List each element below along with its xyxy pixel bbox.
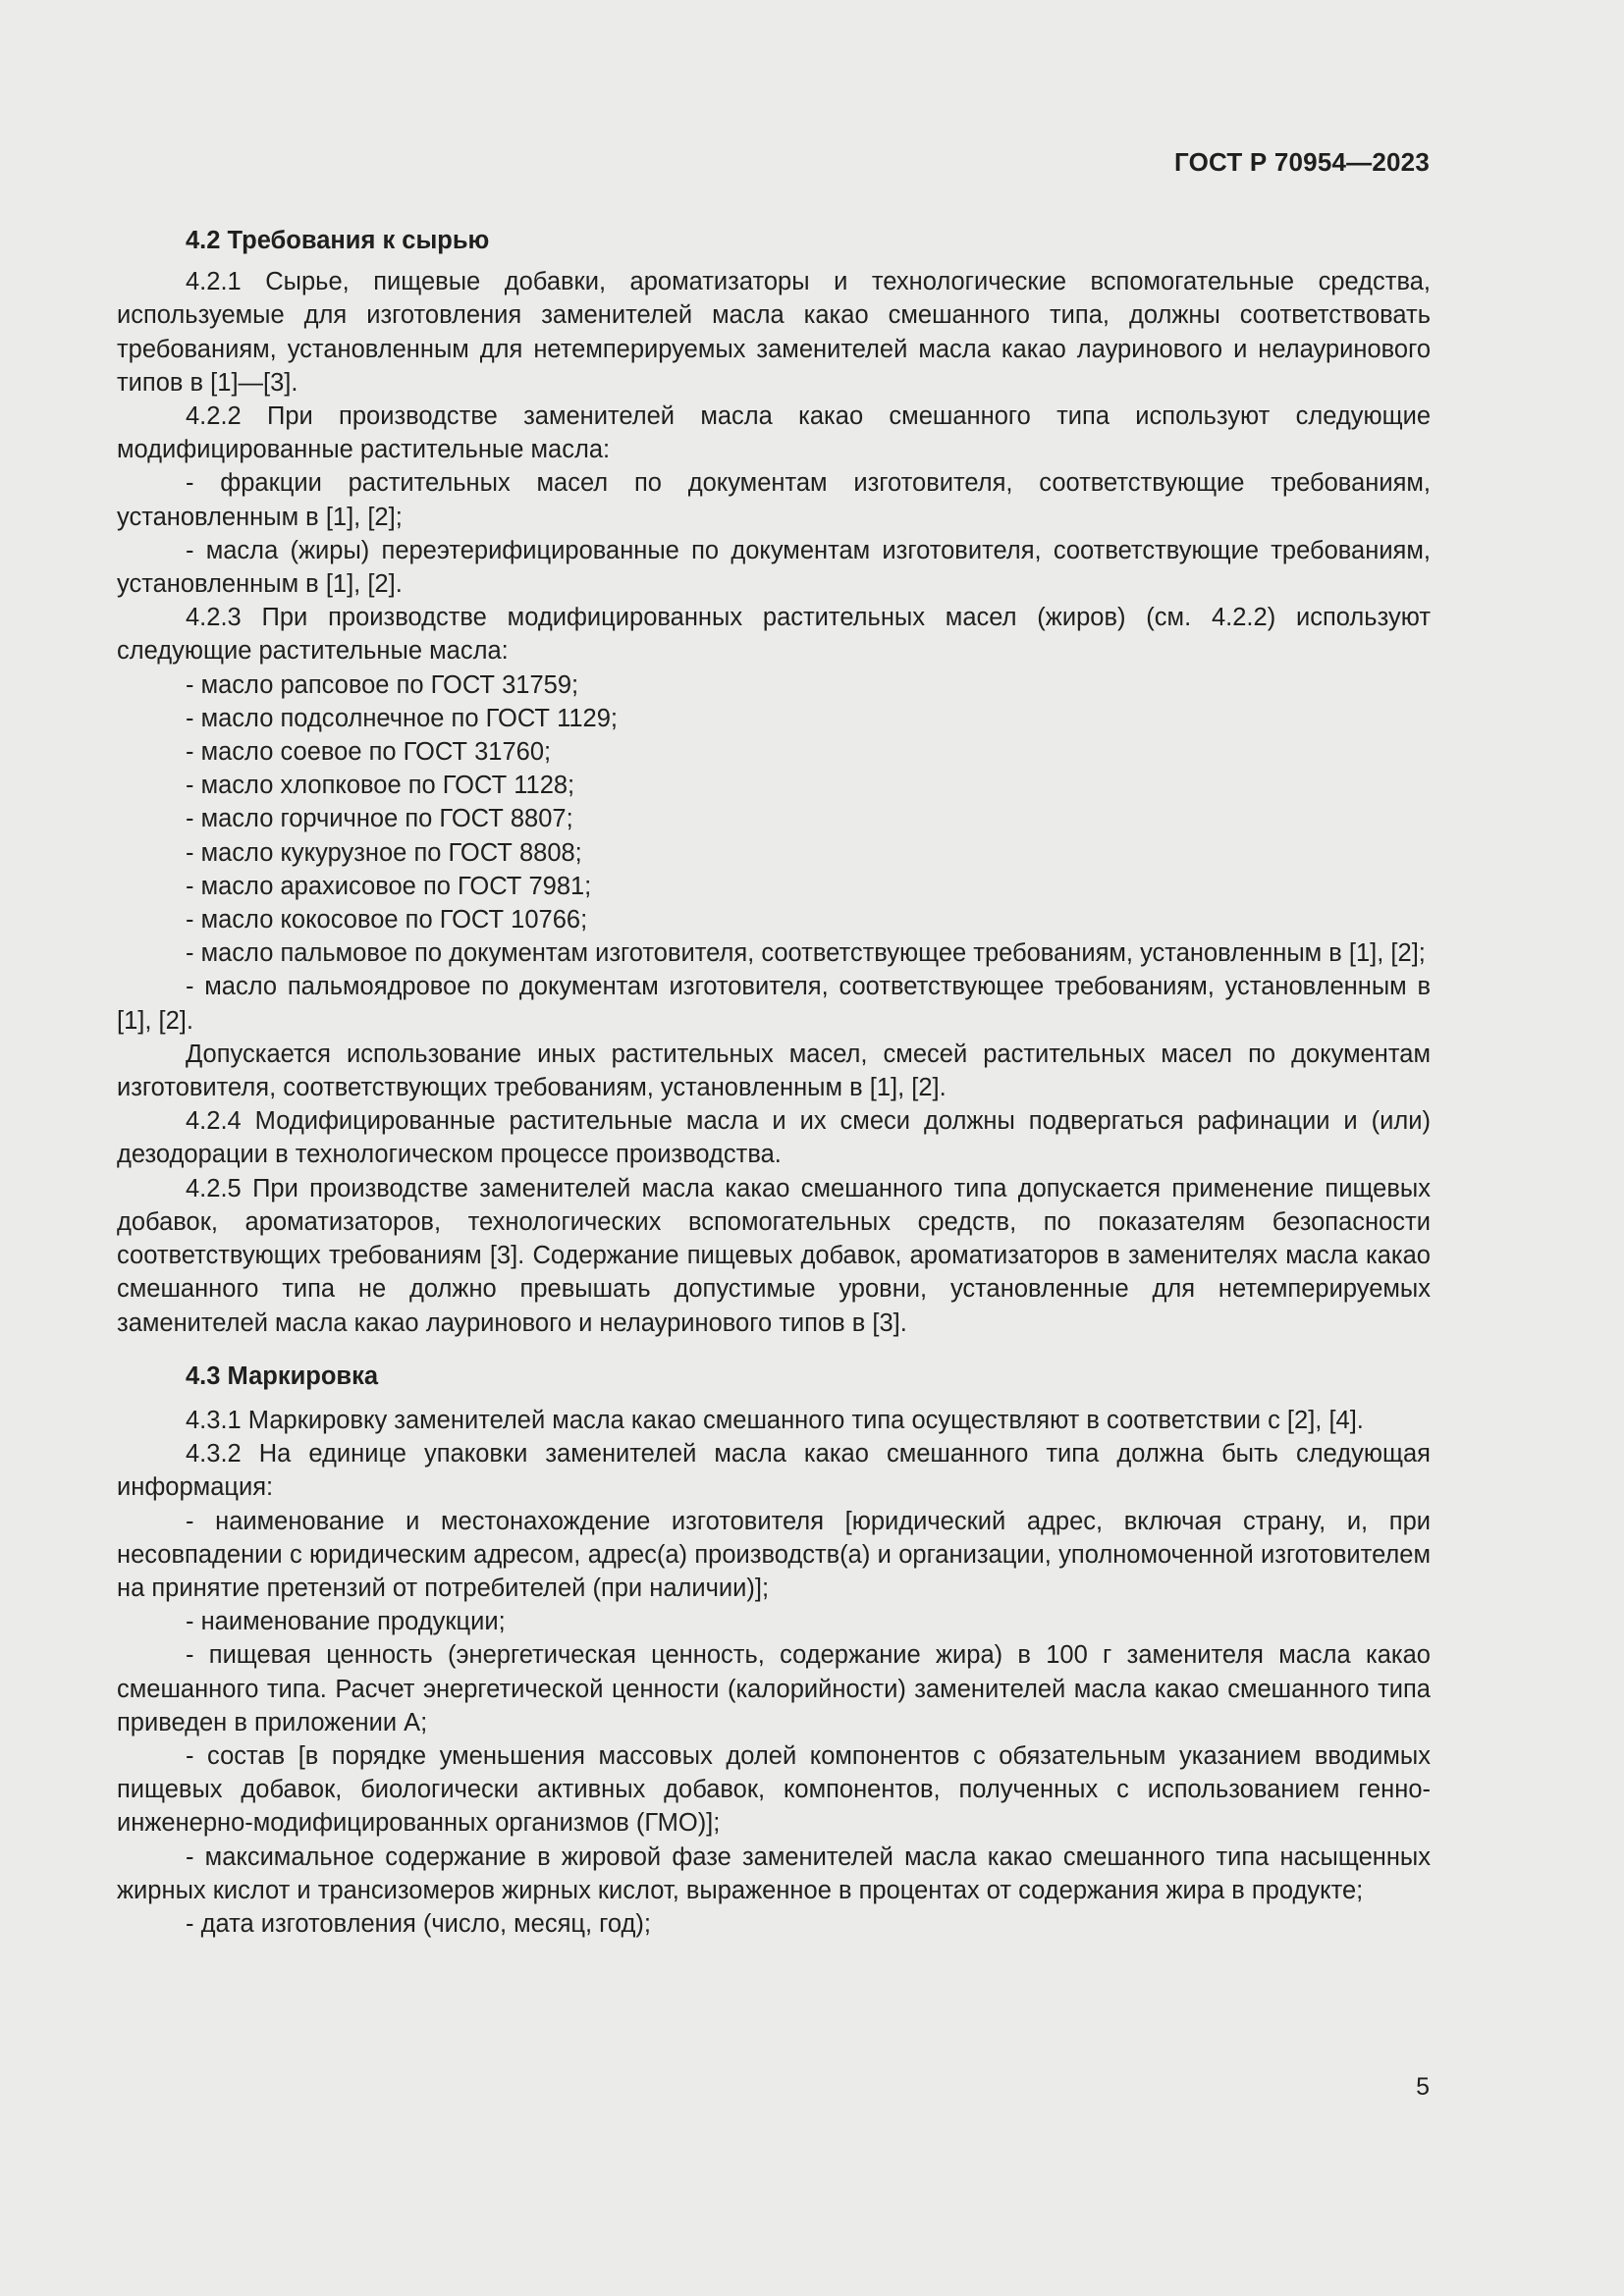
list-item: - дата изготовления (число, месяц, год); [186, 1909, 652, 1938]
list-item: - состав [в порядке уменьшения массовых долей компонентов с обязательным указанием вводимых пищевых добавок, биологически активных добавок, компонентов, полученных с использованием генно-инженерно-модифицированных организмов (ГМО)]; [117, 1741, 1431, 1838]
paragraph-permission: Допускается использование иных растительных масел, смесей растительных масел по документам изготовителя, соответствующих требованиям, установленным в [1], [2]. [117, 1040, 1431, 1102]
list-item: - масло соевое по ГОСТ 31760; [186, 738, 552, 767]
list-item: - масло арахисовое по ГОСТ 7981; [186, 872, 592, 900]
paragraph-4-2-2: 4.2.2 При производстве заменителей масла какао смешанного типа используют следующие модифицированные растительные масла: [117, 402, 1431, 464]
section-heading-4-3: 4.3 Маркировка [186, 1362, 379, 1390]
list-item: - пищевая ценность (энергетическая ценность, содержание жира) в 100 г заменителя масла какао смешанного типа. Расчет энергетической ценности (калорийности) заменителей масла какао смешанного типа приведен в приложении А; [117, 1641, 1431, 1736]
list-item: - масло хлопковое по ГОСТ 1128; [186, 772, 575, 800]
list-item: - масло пальмоядровое по документам изготовителя, соответствующее требованиям, установленным в [1], [2]. [117, 973, 1431, 1035]
list-item: - наименование продукции; [186, 1608, 506, 1636]
paragraph-4-3-2: 4.3.2 На единице упаковки заменителей масла какао смешанного типа должна быть следующая информация: [117, 1440, 1431, 1502]
paragraph-4-2-4: 4.2.4 Модифицированные растительные масла и их смеси должны подвергаться рафинации и (или) дезодорации в технологическом процессе производства. [117, 1107, 1431, 1169]
page-number: 5 [1416, 2073, 1430, 2101]
list-item: - масло кокосовое по ГОСТ 10766; [186, 906, 588, 934]
list-item: - масло подсолнечное по ГОСТ 1129; [186, 704, 618, 732]
section-heading-4-2: 4.2 Требования к сырью [186, 227, 490, 254]
document-body [117, 224, 1431, 1941]
list-item: - масло горчичное по ГОСТ 8807; [186, 805, 573, 833]
list-item: - масло рапсовое по ГОСТ 31759; [186, 670, 579, 699]
paragraph-4-3-1: 4.3.1 Маркировку заменителей масла какао смешанного типа осуществляют в соответствии с [2], [4]. [186, 1406, 1364, 1434]
document-header: ГОСТ Р 70954—2023 [1174, 147, 1430, 177]
list-item: - масла (жиры) переэтерифицированные по документам изготовителя, соответствующие требованиям, установленным в [1], [2]. [117, 536, 1431, 599]
list-item: - масло кукурузное по ГОСТ 8808; [186, 838, 582, 867]
list-item: - масло пальмовое по документам изготовителя, соответствующее требованиям, установленным в [1], [2]; [186, 939, 1426, 968]
paragraph-4-2-1: 4.2.1 Сырье, пищевые добавки, ароматизаторы и технологические вспомогательные средства, используемые для изготовления заменителей масла какао смешанного типа, должны соответствовать требованиям, установленным для нетемперируемых заменителей масла какао лауринового и нелауринового типов в [1]—[3]. [117, 268, 1431, 397]
list-item: - фракции растительных масел по документам изготовителя, соответствующие требованиям, установленным в [1], [2]; [117, 469, 1431, 531]
paragraph-4-2-3: 4.2.3 При производстве модифицированных растительных масел (жиров) (см. 4.2.2) используют следующие растительные масла: [117, 604, 1431, 666]
list-item: - максимальное содержание в жировой фазе заменителей масла какао смешанного типа насыщенных жирных кислот и трансизомеров жирных кислот, выраженное в процентах от содержания жира в продукте; [117, 1842, 1431, 1904]
list-item: - наименование и местонахождение изготовителя [юридический адрес, включая страну, и, при несовпадении с юридическим адресом, адрес(а) производств(а) и организации, уполномоченной изготовителем на принятие претензий от потребителей (при наличии)]; [117, 1507, 1431, 1602]
paragraph-4-2-5: 4.2.5 При производстве заменителей масла какао смешанного типа допускается применение пищевых добавок, ароматизаторов, технологических вспомогательных средств, по показателям безопасности соответствующих требованиям [3]. Содержание пищевых добавок, ароматизаторов в заменителях масла какао смешанного типа не должно превышать допустимые уровни, установленные для нетемперируемых заменителей масла какао лауринового и нелауринового типов в [3]. [117, 1174, 1431, 1337]
